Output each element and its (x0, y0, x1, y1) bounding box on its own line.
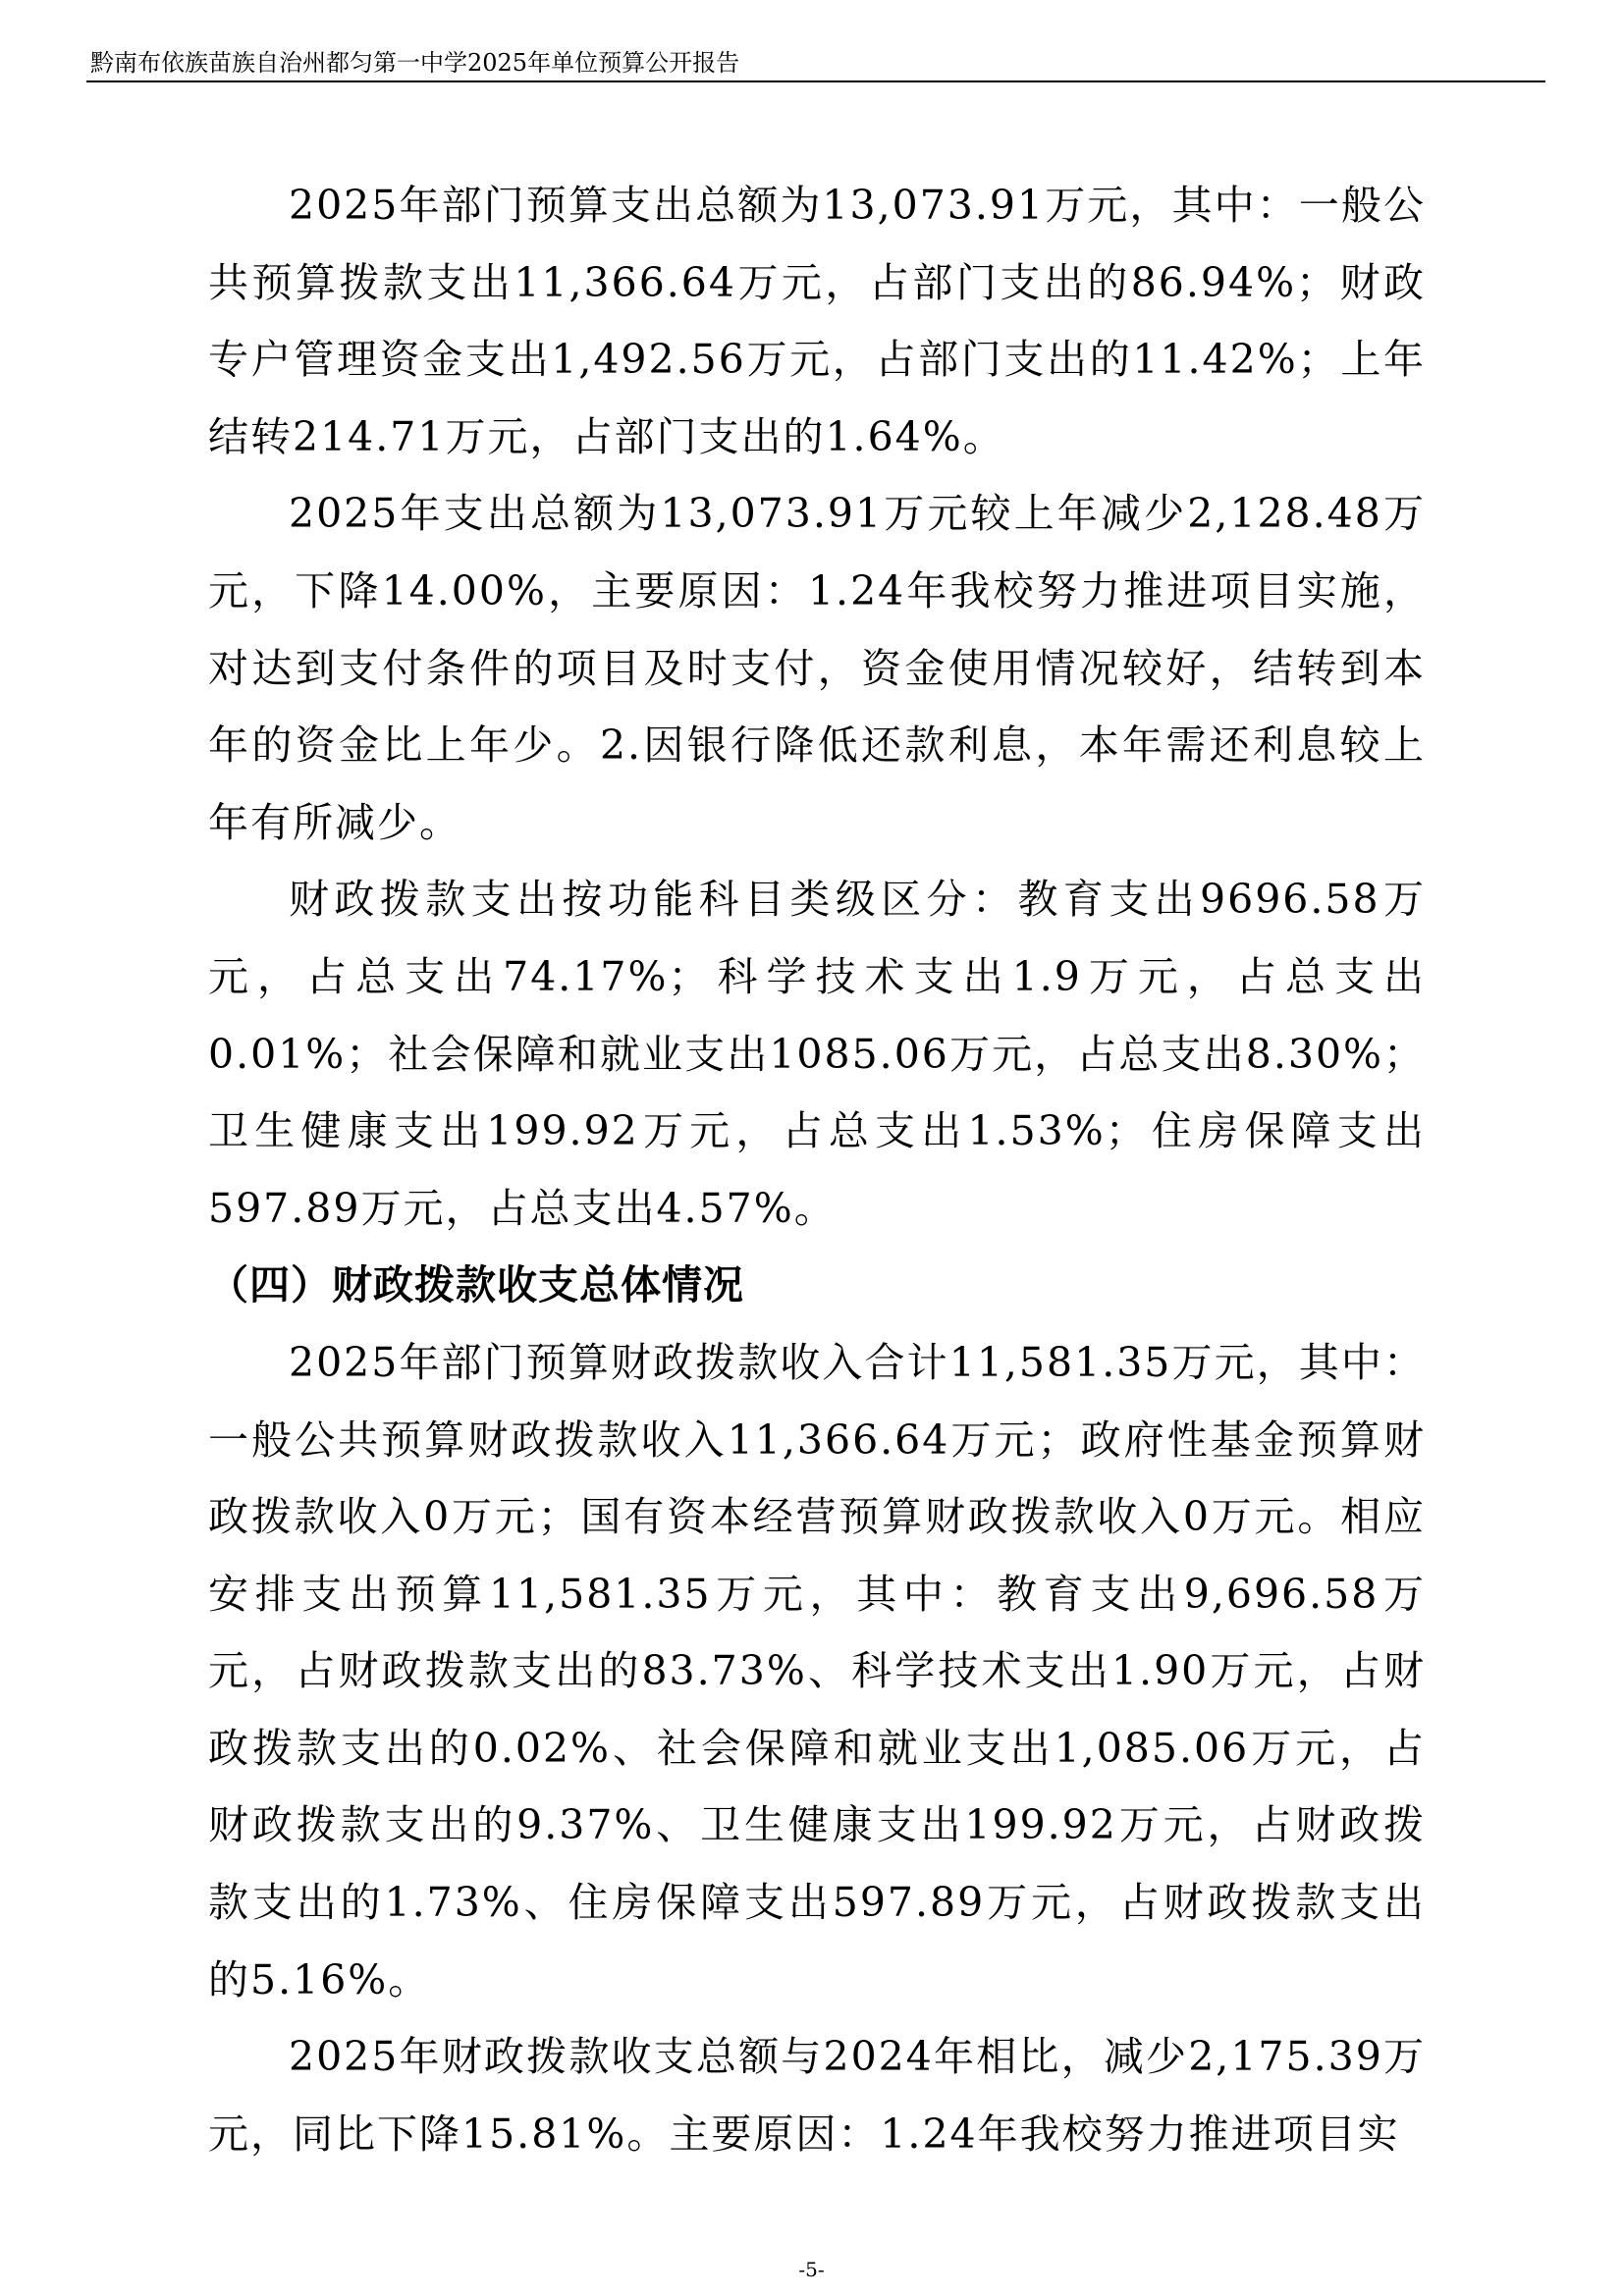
paragraph-functional-breakdown: 财政拨款支出按功能科目类级区分：教育支出9696.58万元，占总支出74.17%；科学技术支出1.9万元，占总支出0.01%；社会保障和就业支出1085.06万元，占总支出8.30%；卫生健康支出199.92万元，占总支出1.53%；住房保障支出597.89万元，占总支出4.57%。 (208, 876, 1426, 1232)
paragraph-expenditure-total: 2025年部门预算支出总额为13,073.91万元，其中：一般公共预算拨款支出11,366.64万元，占部门支出的86.94%；财政专户管理资金支出1,492.56万元，占部门支出的11.42%；上年结转214.71万元，占部门支出的1.64%。 (208, 182, 1426, 460)
paragraph-fiscal-appropriation: 2025年部门预算财政拨款收入合计11,581.35万元，其中：一般公共预算财政拨款收入11,366.64万元；政府性基金预算财政拨款收入0万元；国有资本经营预算财政拨款收入0万元。相应安排支出预算11,581.35万元，其中：教育支出9,696.58万元，占财政拨款支出的83.73%、科学技术支出1.90万元，占财政拨款支出的0.02%、社会保障和就业支出1,085.06万元，占财政拨款支出的9.37%、卫生健康支出199.92万元，占财政拨款支出的1.73%、住房保障支出597.89万元，占财政拨款支出的5.16%。 (208, 1338, 1426, 2003)
header-divider (86, 80, 1545, 82)
page-number: -5- (798, 2258, 825, 2281)
paragraph-expenditure-change: 2025年支出总额为13,073.91万元较上年减少2,128.48万元，下降14.00%，主要原因：1.24年我校努力推进项目实施，对达到支付条件的项目及时支付，资金使用情况较好，结转到本年的资金比上年少。2.因银行降低还款利息，本年需还利息较上年有所减少。 (208, 490, 1426, 846)
section-heading: （四）财政拨款收支总体情况 (208, 1261, 744, 1309)
paragraph-fiscal-comparison: 2025年财政拨款收支总额与2024年相比，减少2,175.39万元，同比下降15.81%。主要原因：1.24年我校努力推进项目实 (208, 2033, 1426, 2158)
page-header-title: 黔南布依族苗族自治州都匀第一中学2025年单位预算公开报告 (90, 49, 740, 77)
document-body (208, 167, 1426, 2172)
